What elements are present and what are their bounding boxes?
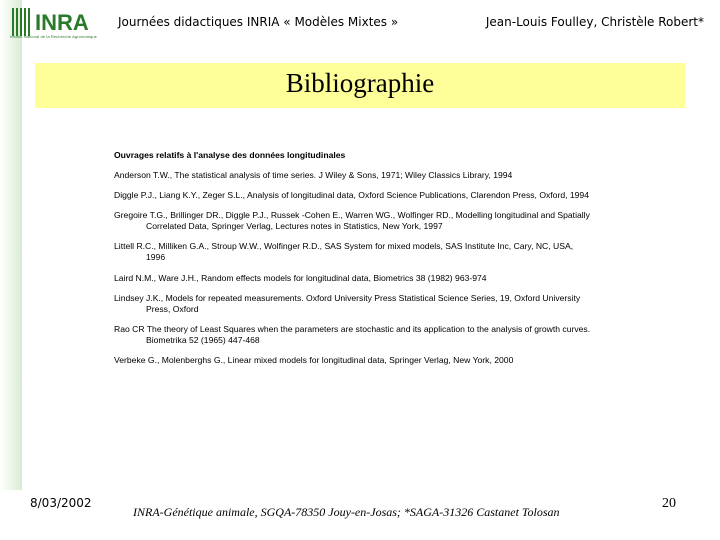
footer-affiliation: INRA-Génétique animale, SGQA-78350 Jouy-en-Josas; *SAGA-31326 Castanet Tolosan [133, 505, 560, 519]
reference-item: Laird N.M., Ware J.H., Random effects models for longitudinal data, Biometrics 38 (1982) 963-974 [114, 272, 487, 283]
title-banner [35, 63, 685, 108]
reference-item: Lindsey J.K., Models for repeated measurements. Oxford University Press Statistical Science Series, 19, Oxford University Press, Oxford [114, 292, 581, 314]
reference-item: Diggle P.J., Liang K.Y., Zeger S.L., Analysis of longitudinal data, Oxford Science Publications, Clarendon Press, Oxford, 1994 [114, 190, 589, 201]
event-title: Journées didactiques INRIA « Modèles Mixtes » [118, 15, 399, 29]
slide-title: Bibliographie [285, 68, 435, 98]
footer-date: 8/03/2002 [30, 496, 92, 510]
logo-text: INRA [35, 10, 89, 35]
sidebar-gradient [0, 0, 22, 490]
reference-item: Anderson T.W., The statistical analysis of time series. J Wiley & Sons, 1971; Wiley Classics Library, 1994 [114, 169, 513, 180]
bibliography-heading: Ouvrages relatifs à l'analyse des données longitudinales [114, 150, 346, 160]
bibliography [114, 150, 594, 375]
reference-item: Rao CR The theory of Least Squares when the parameters are stochastic and its application to the analysis of growth curves. Biometrika 52 (1965) 447-468 [114, 323, 591, 345]
reference-item: Littell R.C., Milliken G.A., Stroup W.W., Wolfinger R.D., SAS System for mixed models, SAS Institute Inc, Cary, NC, USA, 1996 [114, 241, 574, 263]
logo-tagline: Institut National de la Recherche Agronomique [10, 34, 97, 39]
reference-item: Gregoire T.G., Brillinger DR., Diggle P.J., Russek -Cohen E., Warren WG., Wolfinger RD., Modelling longitudinal and Spatially Correlated Data, Springer Verlag, Lectures notes in Statistics, New York, 1997 [114, 210, 590, 232]
reference-item: Verbeke G., Molenberghs G., Linear mixed models for longitudinal data, Springer Verlag, New York, 2000 [114, 355, 514, 366]
page-number: 20 [662, 496, 676, 511]
authors: Jean-Louis Foulley, Christèle Robert* [485, 15, 704, 29]
